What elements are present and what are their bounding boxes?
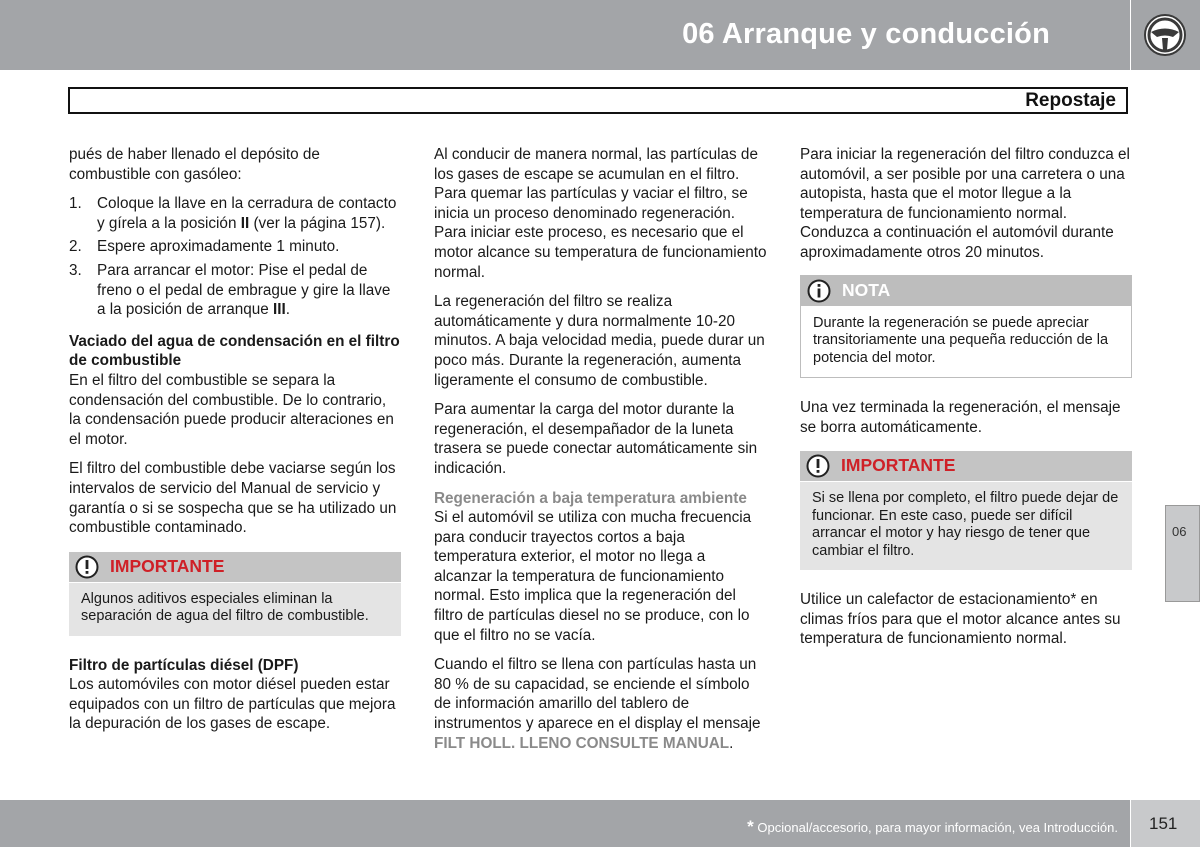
step-text: Espere aproximadamente 1 minuto. <box>97 238 340 256</box>
step-text: Para arrancar el motor: Pise el pedal de freno o el pedal de embrague y gire la llave a la posición de arranque <box>97 261 391 319</box>
paragraph: Los automóviles con motor diésel pueden estar equipados con un filtro de partículas que mejora la depuración de los gases de escape. <box>69 676 396 733</box>
column-2 <box>434 145 767 763</box>
note-label: NOTA <box>842 279 891 300</box>
step-text-end: . <box>285 301 291 319</box>
page-number: 151 <box>1149 814 1178 833</box>
warning-label: IMPORTANTE <box>841 455 956 476</box>
paragraph: En el filtro del combustible se separa la condensación del combustible. De lo contrario, la condensación puede producir alteraciones en el motor. <box>69 371 394 448</box>
warning-text: Si se llena por completo, el filtro puede dejar de funcionar. En este caso, puede ser difícil arrancar el motor y hay riesgo de tener que cambiar el filtro. <box>812 490 1119 559</box>
paragraph <box>434 655 767 753</box>
step-number: 1. <box>69 195 82 213</box>
chapter-title: 06 Arranque y conducción <box>682 18 1050 50</box>
note-header <box>801 276 1131 307</box>
footer-asterisk: * <box>747 817 754 836</box>
side-tab-label: 06 <box>1172 524 1187 539</box>
chapter-icon-box <box>1131 0 1200 70</box>
header-bar <box>0 0 1130 70</box>
list-item <box>69 194 401 233</box>
list-item <box>69 261 401 320</box>
info-icon <box>807 279 831 303</box>
paragraph: Una vez terminada la regeneración, el mensaje se borra automáticamente. <box>800 399 1121 436</box>
paragraph-text-end: . <box>729 734 734 752</box>
paragraph: Para aumentar la carga del motor durante la regeneración, el desempañador de la luneta trasera se puede conectar automáticamente sin indicación. <box>434 401 758 477</box>
chapter-side-tab <box>1165 505 1200 602</box>
step-number: 3. <box>69 261 82 279</box>
section-title: Repostaje <box>1025 90 1116 111</box>
step-text: Coloque la llave en la cerradura de contacto y gírela a la posición <box>97 195 397 232</box>
exclamation-icon <box>75 555 99 579</box>
warning-box <box>69 552 401 636</box>
column-1 <box>69 145 401 744</box>
step-bold: II <box>240 214 250 232</box>
step-text-end: (ver la página 157). <box>249 214 386 232</box>
column-3 <box>800 145 1132 659</box>
paragraph: Utilice un calefactor de estacionamiento* en climas fríos para que el motor alcance antes su temperatura de funcionamiento normal. <box>800 591 1121 648</box>
section-bar <box>68 87 1128 114</box>
footer-note <box>747 817 1118 837</box>
note-box <box>800 275 1132 379</box>
paragraph: Si el automóvil se utiliza con mucha frecuencia para conducir trayectos cortos a baja temperatura exterior, el motor no llega a alcanzar la temperatura de funcionamiento normal. Esto implica que la regeneración del filtro de partículas diesel no se produce, con lo que el filtro no se vacía. <box>434 509 752 644</box>
paragraph: Al conducir de manera normal, las partículas de los gases de escape se acumulan en el filtro. Para quemar las partículas y vaciar el filtro, se inicia un proceso denominado regeneración. Para iniciar este proceso, es necesario que el motor alcance su temperatura de funcionamiento normal. <box>434 146 767 281</box>
warning-header <box>69 552 401 583</box>
heading-condensation: Vaciado del agua de condensación en el filtro de combustible <box>69 332 400 370</box>
warning-header <box>800 451 1132 482</box>
steps-list <box>69 194 401 320</box>
step-bold: III <box>273 301 286 319</box>
paragraph: El filtro del combustible debe vaciarse según los intervalos de servicio del Manual de servicio y garantía o si se sospecha que se ha utilizado un combustible contaminado. <box>69 460 397 537</box>
heading-low-temp: Regeneración a baja temperatura ambiente <box>434 489 747 507</box>
intro-text: pués de haber llenado el depósito de combustible con gasóleo: <box>69 146 320 183</box>
footer-bar <box>0 800 1130 847</box>
warning-box <box>800 451 1132 570</box>
footer-note-text: Opcional/accesorio, para mayor información, vea Introducción. <box>757 820 1118 835</box>
exclamation-icon <box>806 454 830 478</box>
paragraph: Para iniciar la regeneración del filtro conduzca el automóvil, a ser posible por una carretera o una autopista, hasta que el motor llegue a la temperatura de funcionamiento normal. Conduzca a continuación el automóvil durante aproximadamente otros 20 minutos. <box>800 146 1130 261</box>
steering-wheel-icon <box>1143 13 1187 57</box>
paragraph: La regeneración del filtro se realiza automáticamente y dura normalmente 10-20 minutos. A baja velocidad media, puede durar un poco más. Durante la regeneración, aumenta ligeramente el consumo de combustible. <box>434 293 765 389</box>
display-message: FILT HOLL. LLENO CONSULTE MANUAL <box>434 734 730 752</box>
heading-dpf: Filtro de partículas diésel (DPF) <box>69 656 299 674</box>
paragraph-text: Cuando el filtro se llena con partículas hasta un 80 % de su capacidad, se enciende el símbolo de información amarillo del tablero de instrumentos y aparece en el display el mensaje <box>434 656 761 733</box>
list-item <box>69 237 401 257</box>
note-text: Durante la regeneración se puede apreciar transitoriamente una pequeña reducción de la potencia del motor. <box>813 314 1109 366</box>
warning-text: Algunos aditivos especiales eliminan la separación de agua del filtro de combustible. <box>81 590 369 625</box>
warning-label: IMPORTANTE <box>110 555 225 576</box>
step-number: 2. <box>69 238 82 256</box>
page-number-box <box>1131 800 1200 847</box>
